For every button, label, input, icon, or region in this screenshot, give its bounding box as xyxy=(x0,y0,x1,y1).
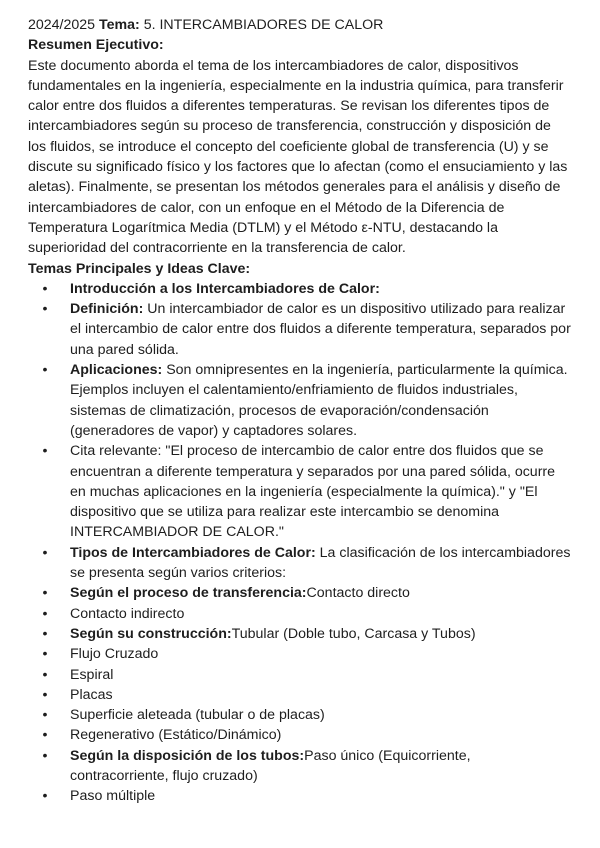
list-item-text: Cita relevante: "El proceso de intercambio de calor entre dos fluidos que se encuentran a diferente temperatura y separados por una pared sólida, ocurre en muchas aplicaciones en la ingeniería (especialmente la química)." y "El dispositivo que se utiliza para realizar este intercambio se denomina INTERCAMBIADOR DE CALOR." xyxy=(70,443,556,541)
list-item xyxy=(28,665,572,685)
bullet-icon: • xyxy=(42,625,48,642)
list-item xyxy=(28,685,572,705)
list-item xyxy=(28,624,572,644)
bullet-icon: • xyxy=(42,362,48,379)
bullet-icon: • xyxy=(42,605,48,622)
bullet-icon: • xyxy=(42,788,48,805)
list-item xyxy=(28,786,572,806)
header-line xyxy=(28,15,572,35)
bullet-icon: • xyxy=(42,686,48,703)
bullet-icon: • xyxy=(42,727,48,744)
tema-label: Tema: xyxy=(99,17,140,33)
list-item-bold: Según la disposición de los tubos: xyxy=(70,747,305,764)
topics-title: Temas Principales y Ideas Clave: xyxy=(28,260,251,277)
list-item-bold: Aplicaciones: xyxy=(70,362,163,379)
list-item xyxy=(28,644,572,664)
list-item xyxy=(28,746,572,787)
bullet-icon: • xyxy=(42,544,48,561)
bullet-icon: • xyxy=(42,646,48,663)
list-item-bold: Según su construcción: xyxy=(70,625,232,642)
list-item-text: Flujo Cruzado xyxy=(70,646,159,663)
list-item xyxy=(28,299,572,360)
list-item-text: Espiral xyxy=(70,666,114,683)
list-item-bold: Introducción a los Intercambiadores de Calor: xyxy=(70,280,380,297)
list-item-text: Contacto indirecto xyxy=(70,605,185,622)
list-item-text: La clasificación de los intercambiadores se presenta según varios criterios: xyxy=(70,544,571,582)
list-item xyxy=(28,360,572,441)
list-item xyxy=(28,705,572,725)
bullet-icon: • xyxy=(42,707,48,724)
list-item-text: Tubular (Doble tubo, Carcasa y Tubos) xyxy=(231,625,476,642)
list-item-text: Placas xyxy=(70,686,113,703)
list-item xyxy=(28,583,572,603)
bullet-icon: • xyxy=(42,666,48,683)
bullet-icon: • xyxy=(42,280,48,297)
list-item xyxy=(28,725,572,745)
list-item xyxy=(28,279,572,299)
bullet-icon: • xyxy=(42,443,48,460)
list-item-text: Contacto directo xyxy=(306,585,410,602)
list-item xyxy=(28,441,572,542)
summary-text: Este documento aborda el tema de los intercambiadores de calor, dispositivos fundamentales en la ingeniería, especialmente en la industria química, para transferir calor entre dos fluidos a diferentes temperaturas. Se revisan los diferentes tipos de intercambiadores según su proceso de transferencia, construcción y disposición de los fluidos, se introduce el concepto del coeficiente global de transferencia (U) y se discute su significado físico y los factores que lo afectan (como el ensuciamiento y las aletas). Finalmente, se presentan los métodos generales para el análisis y diseño de intercambiadores de calor, con un enfoque en el Método de la Diferencia de Temperatura Logarítmica Media (DTLM) y el Método ε-NTU, destacando la superioridad del contracorriente en la transferencia de calor. xyxy=(28,57,568,257)
topics-list xyxy=(28,279,572,807)
list-item-bold: Tipos de Intercambiadores de Calor: xyxy=(70,544,316,561)
tema-value: 5. INTERCAMBIADORES DE CALOR xyxy=(143,17,384,33)
list-item-text: Superficie aleteada (tubular o de placas) xyxy=(70,707,325,724)
list-item-bold: Según el proceso de transferencia: xyxy=(70,585,307,602)
list-item-text: Son omnipresentes en la ingeniería, particularmente la química. Ejemplos incluyen el calentamiento/enfriamiento de fluidos industriales, sistemas de climatización, procesos de evaporación/condensación (generadores de vapor) y captadores solares. xyxy=(70,362,568,439)
bullet-icon: • xyxy=(42,747,48,764)
summary-title: Resumen Ejecutivo: xyxy=(28,37,164,54)
list-item xyxy=(28,543,572,584)
bullet-icon: • xyxy=(42,301,48,318)
list-item-text: Paso único (Equicorriente, contracorriente, flujo cruzado) xyxy=(70,747,471,784)
list-item xyxy=(28,604,572,624)
list-item-text: Paso múltiple xyxy=(70,788,156,805)
bullet-icon: • xyxy=(42,585,48,602)
list-item-text: Un intercambiador de calor es un dispositivo utilizado para realizar el intercambio de calor entre dos fluidos a diferente temperatura, separados por una pared sólida. xyxy=(70,301,571,358)
list-item-bold: Definición: xyxy=(70,301,144,318)
list-item-text: Regenerativo (Estático/Dinámico) xyxy=(70,727,282,744)
year: 2024/2025 xyxy=(28,17,96,33)
